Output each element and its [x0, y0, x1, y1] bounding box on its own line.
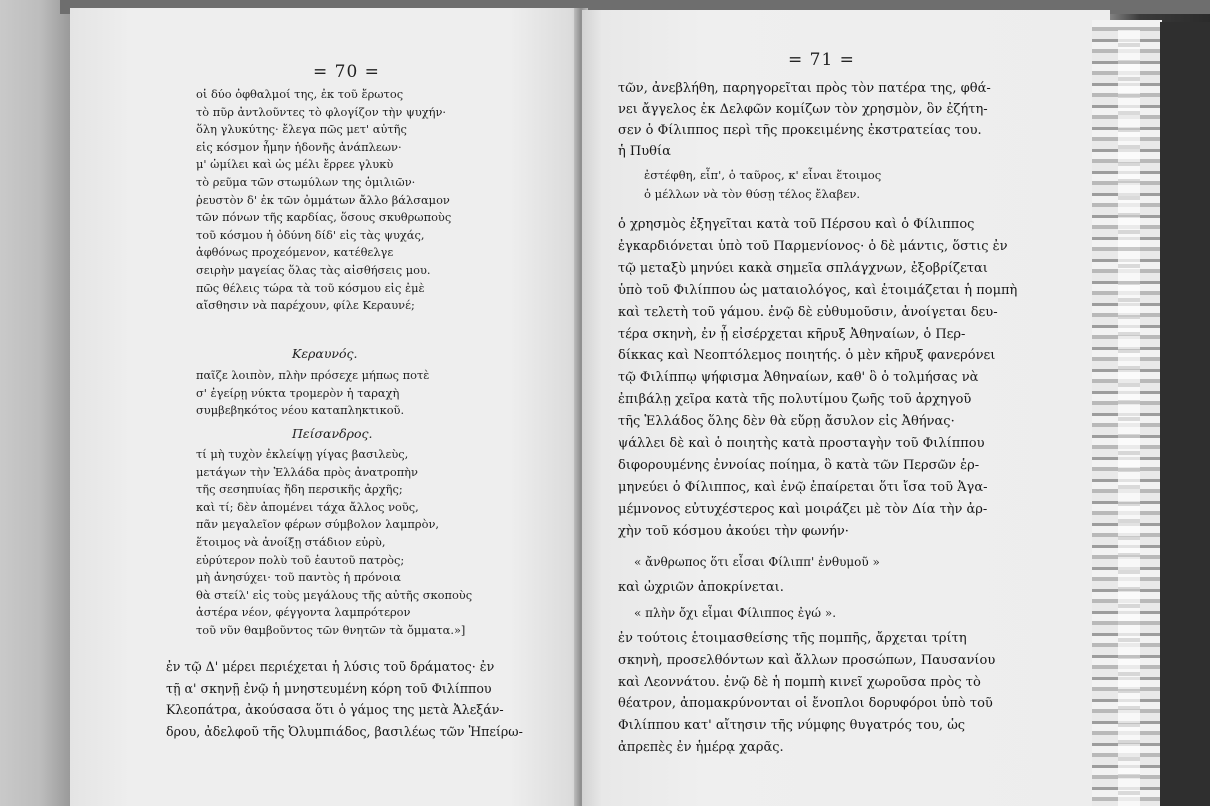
text-line: εὐρύτερον πολὺ τοῦ ἑαυτοῦ πατρὸς;	[196, 552, 405, 567]
text-line: τῇ α' σκηνῇ ἐνῷ ἡ μνηστευμένη κόρη τοῦ Φιλίππου	[166, 680, 492, 696]
verse-block	[196, 86, 451, 315]
text-line: ἕτοιμος νὰ ἀνοίξῃ στάδιον εὐρὺ,	[196, 534, 386, 549]
text-line: ἡ Πυθία	[618, 144, 671, 159]
speaker-heading: Κεραυνός.	[292, 346, 358, 361]
book-cover	[1160, 22, 1210, 806]
quote-line: « ἄνθρωπος ὅτι εἶσαι Φίλιππ' ἐνθυμοῦ »	[634, 555, 880, 569]
text-line: ψάλλει δὲ καὶ ὁ ποιητὴς κατὰ προσταγὴν τοῦ Φιλίππου	[618, 436, 985, 452]
text-line: τοῦ κόσμου ἡ ὀδύνη δίδ' εἰς τὰς ψυχάς,	[196, 227, 425, 242]
text-line: τὸ ρεῦμα τῶν στωμύλων της ὁμιλιῶν·	[196, 174, 416, 189]
text-line: ἀπρεπὲς ἐν ἡμέρᾳ χαρᾶς.	[618, 739, 784, 755]
text-line: τῶν πόνων τῆς καρδίας, ὅσους σκυθρωποὺς	[196, 210, 452, 225]
text-line: σεν ὁ Φίλιππος περὶ τῆς προκειμένης ἐκστρατείας του.	[618, 123, 982, 138]
text-line: αἴσθησιν νὰ παρέχουν, φίλε Κεραυνέ;	[196, 298, 415, 313]
speaker-heading: Πείσανδρος.	[292, 426, 373, 441]
text-line: μ' ὡμίλει καὶ ὡς μέλι ἔρρεε γλυκὺ	[196, 157, 394, 172]
text-line: ἐν τούτοις ἑτοιμασθείσης τῆς πομπῆς, ἄρχεται τρίτη	[618, 631, 967, 646]
page-number: = 70 =	[313, 62, 380, 82]
text-line: καὶ Λεοννάτου. ἐνῷ δὲ ἡ πομπὴ κινεῖ χωροῦσα πρὸς τὸ	[618, 674, 981, 690]
text-line: τί μὴ τυχὸν ἐκλείψῃ γίγας βασιλεὺς,	[196, 447, 409, 461]
text-line: μετάγων τὴν Ἑλλάδα πρὸς ἀνατροπὴν	[196, 464, 418, 479]
text-line: θὰ στείλ' εἰς τοὺς μεγάλους τῆς αὐτῆς σκοποὺς	[196, 587, 473, 602]
text-line: πῶς θέλεις τώρα τὰ τοῦ κόσμου εἰς ἐμὲ	[196, 280, 425, 295]
binding-edge-highlight	[1118, 30, 1140, 806]
text-line: τὸ πῦρ ἀντλοῦντες τὸ φλογίζον τὴν ψυχήν·	[196, 104, 447, 119]
text-line: μὴ ἀνησύχει· τοῦ παντὸς ἡ πρόνοια	[196, 570, 401, 585]
prose-paragraph	[166, 656, 523, 742]
text-line: δρου, ἀδελφοῦ τῆς Ὀλυμπιάδος, βασιλέως τῶν Ἠπείρω-	[166, 723, 523, 739]
prose-paragraph	[618, 214, 1017, 543]
prose-paragraph	[618, 628, 995, 759]
text-line: ὑπὸ τοῦ Φιλίππου ὡς ματαιολόγος, καὶ ἑτοιμάζεται ἡ πομπὴ	[618, 282, 1018, 298]
oracle-verse	[644, 166, 881, 204]
text-line: ἐν τῷ Δ' μέρει περιέχεται ἡ λύσις τοῦ δράματος· ἐν	[166, 659, 495, 674]
page-number: = 71 =	[788, 50, 855, 70]
verse-block	[196, 446, 472, 640]
text-line: δίκκας καὶ Νεοπτόλεμος ποιητής. ὁ μὲν κῆρυξ φανερόνει	[618, 348, 996, 364]
verse-block	[196, 367, 429, 420]
text-line: ἐγκαρδιόνεται ὑπὸ τοῦ Παρμενίονος· ὁ δὲ μάντις, ὅστις ἐν	[618, 238, 1008, 254]
text-line: ἐστέφθη, εἶπ', ὁ ταῦρος, κ' εἶναι ἕτοιμος	[644, 168, 882, 182]
text-line: τῆς Ἑλλάδος ὅλης δὲν θὰ εὕρῃ ἄσυλον εἰς Ἀθήνας·	[618, 414, 955, 430]
text-line: καὶ τί; δὲν ἀπομένει τάχα ἄλλος νοῦς,	[196, 499, 419, 514]
text-line: διφορουμένης ἐννοίας ποίημα, ὃ κατὰ τῶν Περσῶν ἑρ-	[618, 457, 980, 473]
text-line: ὁ μέλλων νὰ τὸν θύσῃ τέλος ἔλαβεν.	[644, 187, 861, 201]
text-line: μηνεύει ὁ Φίλιππος, καὶ ἐνῷ ἐπαίρεται ὅτι ἴσα τοῦ Ἀγα-	[618, 479, 988, 495]
text-line: συμβεβηκότος νέου καταπληκτικοῦ.	[196, 403, 405, 418]
text-line: ἀφθόνως προχεόμενον, κατέθελγε	[196, 245, 394, 260]
text-line: Κλεοπάτρα, ἀκούσασα ὅτι ὁ γάμος της μετὰ Ἀλεξάν-	[166, 702, 504, 717]
text-line: σκηνὴ, προσελθόντων καὶ ἄλλων προσώπων, Παυσανίου	[618, 652, 996, 668]
text-line: τῷ μεταξὺ μηνύει κακὰ σημεῖα σπλάγχνων, ἐξοβρίζεται	[618, 260, 988, 276]
right-page	[582, 10, 1110, 806]
text-line: σ' ἐγείρῃ νύκτα τρομερὸν ἡ ταραχὴ	[196, 385, 400, 400]
text-line: τέρα σκηνὴ, ἐν ᾗ εἰσέρχεται κῆρυξ Ἀθηναίων, ὁ Περ-	[618, 326, 966, 342]
text-line: ἐπιβάλῃ χεῖρα κατὰ τῆς πολυτίμου ζωῆς τοῦ ἀρχηγοῦ	[618, 392, 972, 408]
text-line: χὴν τοῦ κόσμου ἀκούει τὴν φωνήν·	[618, 523, 849, 539]
text-line: νει ἄγγελος ἐκ Δελφῶν κομίζων τὸν χρησμὸν, ὃν ἐζήτη-	[618, 102, 988, 117]
text-line: μέμνονος εὐτυχέστερος καὶ μοιράζει μὲ τὸν Δία τὴν ἀρ-	[618, 501, 988, 517]
text-line: τοῦ νῦν θαμβοῦντος τῶν θνητῶν τὰ ὄμματα.»]	[196, 622, 466, 637]
text-line: παῖζε λοιπὸν, πλὴν πρόσεχε μήπως ποτὲ	[196, 368, 430, 382]
text-line: τῶν, ἀνεβλήθη, παρηγορεῖται πρὸς τὸν πατέρα της, φθά-	[618, 81, 991, 96]
quote-line: « πλὴν ὄχι εἶμαι Φίλιππος ἐγώ ».	[634, 606, 837, 620]
prose-paragraph	[618, 78, 991, 162]
text-line: ἀστέρα νέον, φέγγοντα λαμπρότερον	[196, 605, 411, 620]
text-line: ὁ χρησμὸς ἐξηγεῖται κατὰ τοῦ Πέρσου καὶ ὁ Φίλιππος	[618, 217, 975, 232]
text-line: ῥευστὸν δ' ἐκ τῶν ὀμμάτων ἄλλο βάλσαμον	[196, 192, 450, 207]
quote-reply: καὶ ὠχριῶν ἀποκρίνεται.	[618, 580, 784, 595]
text-line: πᾶν μεγαλεῖον φέρων σύμβολον λαμπρὸν,	[196, 517, 439, 532]
text-line: σειρὴν μαγείας ὅλας τὰς αἰσθήσεις μου.	[196, 262, 431, 277]
text-line: ὅλη γλυκύτης· ἔλεγα πῶς μετ' αὐτῆς	[196, 122, 407, 137]
text-line: οἱ δύο ὀφθαλμοί της, ἐκ τοῦ ἔρωτος	[196, 87, 404, 101]
text-line: τῆς σεσηπυίας ἤδη περσικῆς ἀρχῆς;	[196, 482, 403, 497]
text-line: θέατρον, ἀπομακρύνονται οἱ ἔνοπλοι δορυφόροι ὑπὸ τοῦ	[618, 696, 993, 712]
text-line: εἰς κόσμον ἦμην ἡδονῆς ἀνάπλεων·	[196, 139, 402, 154]
left-page	[70, 8, 578, 806]
text-line: τῷ Φιλίππῳ ψήφισμα Ἀθηναίων, καθ' ὃ ὁ τολμήσας νὰ	[618, 370, 979, 386]
text-line: καὶ τελετὴ τοῦ γάμου. ἐνῷ δὲ εὐθυμοῦσιν, ἀνοίγεται δευ-	[618, 304, 998, 320]
text-line: Φιλίππου κατ' αἴτησιν τῆς νύμφης θυγατρός του, ὡς	[618, 718, 966, 734]
